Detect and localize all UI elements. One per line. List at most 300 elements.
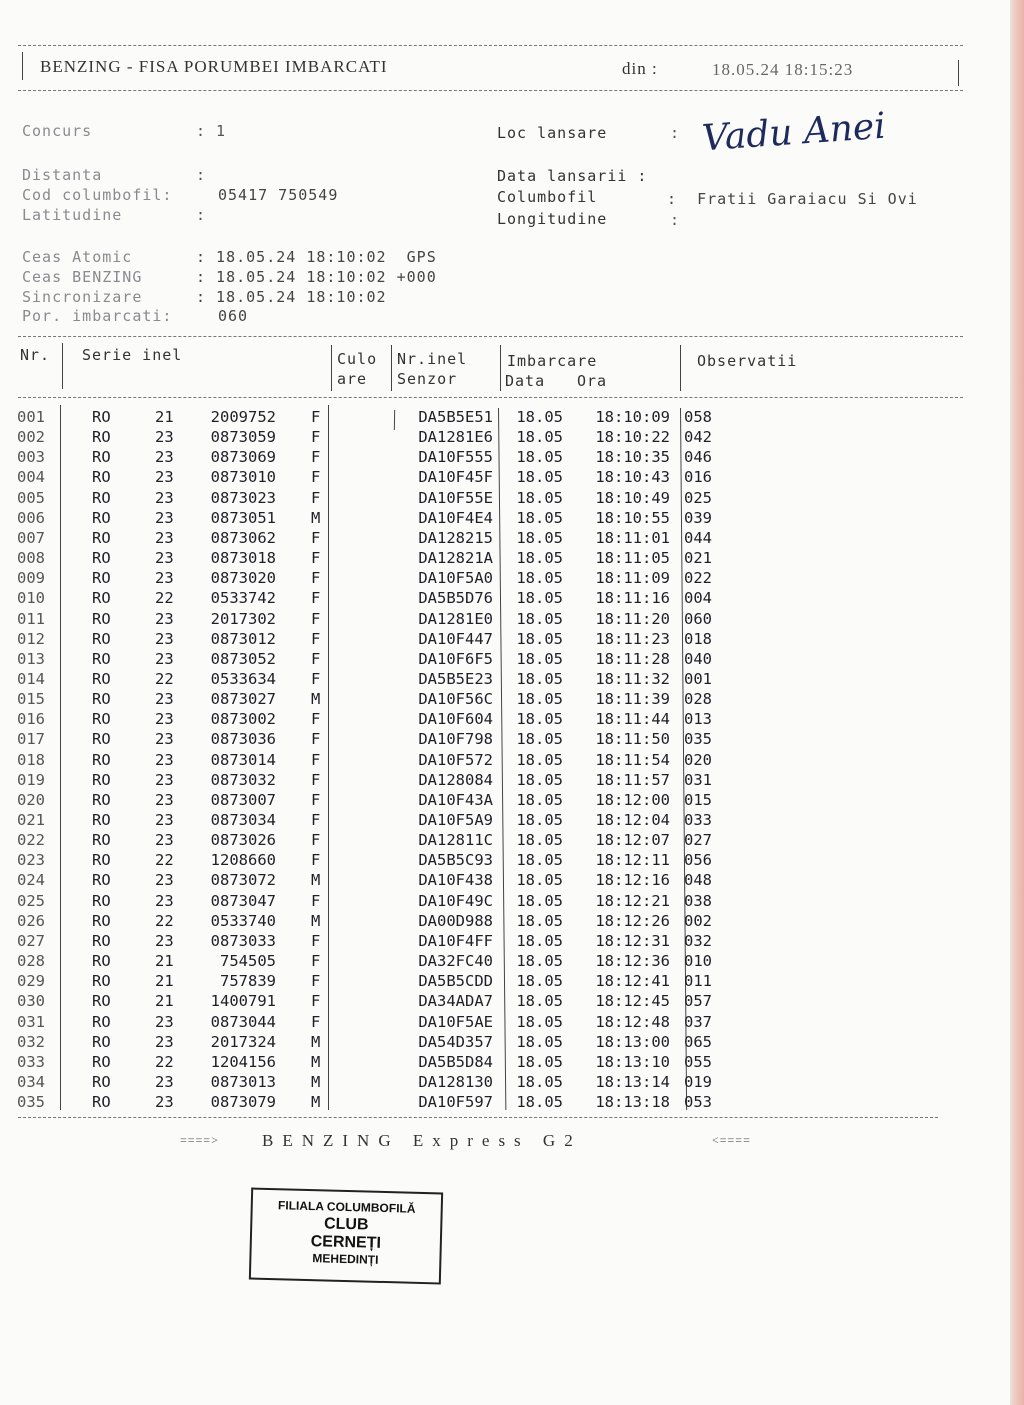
cell-cc: RO — [92, 528, 111, 547]
cell-time: 18:12:21 — [595, 891, 670, 910]
cell-yr: 23 — [155, 649, 174, 668]
latitudine-value: : — [196, 206, 207, 224]
cell-yr: 23 — [155, 1093, 174, 1112]
cell-obs: 040 — [684, 649, 712, 668]
cell-sex: F — [311, 831, 321, 850]
table-row — [0, 408, 1000, 428]
cell-cc: RO — [92, 952, 111, 971]
cell-sensor: DA10F4FF — [418, 931, 493, 950]
cell-yr: 22 — [155, 669, 174, 688]
cell-sensor: DA128130 — [418, 1072, 493, 1091]
cell-obs: 048 — [684, 871, 712, 890]
cell-yr: 23 — [155, 750, 174, 769]
cell-cc: RO — [92, 1072, 111, 1091]
cell-time: 18:10:49 — [595, 488, 670, 507]
stamp-line-4: MEHEDINȚI — [312, 1251, 379, 1267]
cell-date: 18.05 — [516, 1072, 563, 1091]
cell-yr: 21 — [155, 408, 174, 426]
cell-sensor: DA5B5E51 — [418, 408, 493, 426]
cell-num: 0873032 — [210, 770, 276, 789]
cell-time: 18:12:04 — [595, 811, 670, 829]
cell-cc: RO — [92, 730, 111, 749]
cell-yr: 23 — [155, 690, 174, 709]
footer-right-arrow: <==== — [712, 1133, 751, 1147]
cell-cc: RO — [92, 710, 111, 729]
cell-nr: 007 — [17, 528, 45, 547]
cell-yr: 23 — [155, 790, 174, 809]
table-row — [0, 992, 1000, 1012]
cell-sex: F — [311, 770, 321, 789]
cell-sex: F — [311, 589, 321, 608]
cell-time: 18:11:28 — [595, 649, 670, 668]
cell-cc: RO — [92, 790, 111, 809]
cell-date: 18.05 — [516, 992, 563, 1011]
cell-num: 757839 — [220, 972, 276, 991]
cell-cc: RO — [92, 911, 111, 930]
cell-yr: 22 — [155, 589, 174, 608]
table-row — [0, 751, 1000, 771]
cell-yr: 21 — [155, 992, 174, 1011]
cell-sensor: DA10F4E4 — [418, 508, 493, 527]
ceas-atomic-value: : 18.05.24 18:10:02 GPS — [196, 248, 437, 266]
cell-obs: 037 — [684, 1012, 712, 1031]
cell-time: 18:11:32 — [595, 669, 670, 688]
cell-sensor: DA10F597 — [418, 1093, 493, 1112]
cell-yr: 23 — [155, 891, 174, 910]
cell-nr: 034 — [17, 1072, 45, 1091]
cell-nr: 021 — [17, 811, 45, 829]
cell-time: 18:11:23 — [595, 629, 670, 648]
cell-nr: 011 — [17, 609, 45, 628]
table-row — [0, 730, 1000, 750]
cell-time: 18:13:18 — [595, 1093, 670, 1112]
table-row — [0, 952, 1000, 972]
cell-num: 0873051 — [210, 508, 276, 527]
cod-columbofil-label: Cod columbofil: — [22, 186, 173, 204]
table-header-top-border — [18, 336, 963, 337]
cell-sex: F — [311, 931, 321, 950]
cell-sex: M — [311, 1052, 321, 1071]
cell-date: 18.05 — [516, 750, 563, 769]
column-header-imbarcare: Imbarcare — [507, 352, 598, 370]
cell-obs: 031 — [684, 770, 712, 789]
cell-num: 0533634 — [210, 669, 276, 688]
distanta-label: Distanta — [22, 166, 103, 184]
cell-time: 18:12:16 — [595, 871, 670, 890]
cell-num: 0873069 — [210, 448, 276, 467]
cell-date: 18.05 — [516, 609, 563, 628]
cell-date: 18.05 — [516, 649, 563, 668]
cell-yr: 23 — [155, 549, 174, 568]
cell-cc: RO — [92, 891, 111, 910]
cell-nr: 023 — [17, 851, 45, 870]
column-header-culoare-2: are — [337, 370, 368, 388]
cell-sensor: DA32FC40 — [418, 952, 493, 971]
stamp-line-1: FILIALA COLUMBOFILĂ — [277, 1198, 416, 1216]
cell-obs: 004 — [684, 589, 712, 608]
cell-date: 18.05 — [516, 1093, 563, 1112]
cell-cc: RO — [92, 428, 111, 447]
cell-obs: 021 — [684, 549, 712, 568]
cell-sex: F — [311, 710, 321, 729]
cell-yr: 23 — [155, 629, 174, 648]
cell-num: 2017302 — [210, 609, 276, 628]
cell-obs: 039 — [684, 508, 712, 527]
cell-cc: RO — [92, 669, 111, 688]
cell-cc: RO — [92, 589, 111, 608]
cell-nr: 001 — [17, 408, 45, 426]
cell-sex: F — [311, 992, 321, 1011]
cell-time: 18:11:09 — [595, 569, 670, 588]
cell-cc: RO — [92, 931, 111, 950]
cell-time: 18:11:54 — [595, 750, 670, 769]
ceas-benzing-value: : 18.05.24 18:10:02 +000 — [196, 268, 437, 286]
table-row — [0, 610, 1000, 630]
cell-sensor: DA10F49C — [418, 891, 493, 910]
cell-yr: 23 — [155, 831, 174, 850]
table-row — [0, 468, 1000, 488]
cell-nr: 027 — [17, 931, 45, 950]
cell-obs: 053 — [684, 1093, 712, 1112]
cell-nr: 029 — [17, 972, 45, 991]
cell-sensor: DA10F43A — [418, 790, 493, 809]
cell-yr: 23 — [155, 569, 174, 588]
cell-nr: 004 — [17, 468, 45, 487]
cell-nr: 016 — [17, 710, 45, 729]
table-bottom-border — [18, 1117, 938, 1118]
cell-num: 0873059 — [210, 428, 276, 447]
cell-sex: F — [311, 428, 321, 447]
cell-nr: 009 — [17, 569, 45, 588]
cell-time: 18:13:10 — [595, 1052, 670, 1071]
cell-date: 18.05 — [516, 488, 563, 507]
cell-time: 18:10:09 — [595, 408, 670, 426]
cell-sensor: DA128084 — [418, 770, 493, 789]
cell-nr: 024 — [17, 871, 45, 890]
cell-time: 18:11:01 — [595, 528, 670, 547]
cell-obs: 046 — [684, 448, 712, 467]
cell-yr: 23 — [155, 1012, 174, 1031]
cell-time: 18:12:11 — [595, 851, 670, 870]
cell-sensor: DA10F447 — [418, 629, 493, 648]
cell-yr: 23 — [155, 1032, 174, 1051]
cell-time: 18:12:48 — [595, 1012, 670, 1031]
cell-num: 0873033 — [210, 931, 276, 950]
cell-sex: F — [311, 1012, 321, 1031]
cell-obs: 013 — [684, 710, 712, 729]
cell-yr: 23 — [155, 931, 174, 950]
cell-nr: 018 — [17, 750, 45, 769]
cell-date: 18.05 — [516, 690, 563, 709]
cell-yr: 23 — [155, 609, 174, 628]
cell-obs: 020 — [684, 750, 712, 769]
table-row — [0, 831, 1000, 851]
longitudine-label: Longitudine — [497, 210, 608, 228]
table-row — [0, 650, 1000, 670]
cell-yr: 23 — [155, 1072, 174, 1091]
cell-sex: F — [311, 569, 321, 588]
cell-sensor: DA1281E6 — [418, 428, 493, 447]
cell-time: 18:13:14 — [595, 1072, 670, 1091]
cell-nr: 015 — [17, 690, 45, 709]
data-lansarii-label: Data lansarii : — [497, 167, 648, 185]
cell-obs: 032 — [684, 931, 712, 950]
cell-yr: 23 — [155, 730, 174, 749]
table-row — [0, 811, 1000, 831]
concurs-value: : 1 — [196, 122, 227, 140]
cell-time: 18:11:44 — [595, 710, 670, 729]
cell-nr: 026 — [17, 911, 45, 930]
cell-date: 18.05 — [516, 811, 563, 829]
table-row — [0, 1053, 1000, 1073]
porumbei-imbarcati-label: Por. imbarcati: — [22, 307, 173, 325]
cell-num: 0873007 — [210, 790, 276, 809]
cell-nr: 020 — [17, 790, 45, 809]
cell-obs: 019 — [684, 1072, 712, 1091]
cell-nr: 010 — [17, 589, 45, 608]
cell-date: 18.05 — [516, 831, 563, 850]
table-row — [0, 690, 1000, 710]
cell-num: 0873013 — [210, 1072, 276, 1091]
cell-sensor: DA12811C — [418, 831, 493, 850]
cell-date: 18.05 — [516, 1052, 563, 1071]
cell-sex: F — [311, 972, 321, 991]
cell-num: 0873036 — [210, 730, 276, 749]
cell-cc: RO — [92, 488, 111, 507]
cell-nr: 003 — [17, 448, 45, 467]
cell-obs: 016 — [684, 468, 712, 487]
longitudine-value: : — [670, 211, 681, 229]
cell-yr: 23 — [155, 710, 174, 729]
table-header-bottom-border — [18, 397, 963, 398]
cell-cc: RO — [92, 831, 111, 850]
cell-sensor: DA10F5A9 — [418, 811, 493, 829]
cell-sex: F — [311, 790, 321, 809]
cell-obs: 035 — [684, 730, 712, 749]
cell-nr: 030 — [17, 992, 45, 1011]
table-row — [0, 428, 1000, 448]
header-left-border — [22, 52, 23, 80]
cell-sex: M — [311, 1072, 321, 1091]
print-date-value: 18.05.24 18:15:23 — [712, 60, 854, 79]
columbofil-label: Columbofil — [497, 188, 598, 206]
cell-nr: 002 — [17, 428, 45, 447]
club-stamp — [249, 1188, 443, 1285]
cell-sensor: DA00D988 — [418, 911, 493, 930]
cell-yr: 23 — [155, 528, 174, 547]
cell-num: 0873052 — [210, 649, 276, 668]
cell-nr: 033 — [17, 1052, 45, 1071]
cell-sex: F — [311, 649, 321, 668]
table-row — [0, 509, 1000, 529]
table-row — [0, 448, 1000, 468]
cell-date: 18.05 — [516, 972, 563, 991]
table-row — [0, 892, 1000, 912]
cell-nr: 035 — [17, 1093, 45, 1112]
cell-sensor: DA128215 — [418, 528, 493, 547]
column-header-data: Data — [505, 372, 546, 390]
table-row — [0, 771, 1000, 791]
cell-cc: RO — [92, 468, 111, 487]
table-row — [0, 710, 1000, 730]
cell-cc: RO — [92, 1012, 111, 1031]
cell-sensor: DA5B5D84 — [418, 1052, 493, 1071]
cell-num: 0873047 — [210, 891, 276, 910]
cell-sensor: DA10F798 — [418, 730, 493, 749]
cell-date: 18.05 — [516, 931, 563, 950]
cell-yr: 23 — [155, 488, 174, 507]
column-header-senzor: Senzor — [397, 370, 458, 388]
cell-sex: M — [311, 1093, 321, 1112]
header-top-border — [18, 45, 963, 46]
cell-date: 18.05 — [516, 790, 563, 809]
cell-num: 754505 — [220, 952, 276, 971]
cell-cc: RO — [92, 649, 111, 668]
cell-obs: 033 — [684, 811, 712, 829]
table-row — [0, 871, 1000, 891]
cell-num: 2009752 — [210, 408, 276, 426]
cell-cc: RO — [92, 408, 111, 426]
table-row — [0, 549, 1000, 569]
page-edge — [1010, 0, 1024, 1405]
cell-obs: 025 — [684, 488, 712, 507]
column-divider — [500, 345, 501, 391]
cell-sensor: DA10F55E — [418, 488, 493, 507]
cell-num: 0533742 — [210, 589, 276, 608]
cell-cc: RO — [92, 851, 111, 870]
footer-left-arrow: ====> — [180, 1133, 219, 1147]
cell-sensor: DA10F555 — [418, 448, 493, 467]
cell-nr: 031 — [17, 1012, 45, 1031]
table-row — [0, 851, 1000, 871]
cell-sensor: DA5B5D76 — [418, 589, 493, 608]
cell-sex: F — [311, 669, 321, 688]
cell-sex: F — [311, 730, 321, 749]
cell-obs: 038 — [684, 891, 712, 910]
cell-cc: RO — [92, 690, 111, 709]
cell-date: 18.05 — [516, 710, 563, 729]
stamp-line-2: CLUB — [323, 1215, 369, 1234]
table-row — [0, 1013, 1000, 1033]
cell-obs: 022 — [684, 569, 712, 588]
cell-sensor: DA5B5E23 — [418, 669, 493, 688]
cell-sex: M — [311, 911, 321, 930]
cell-sensor: DA12821A — [418, 549, 493, 568]
cell-cc: RO — [92, 1032, 111, 1051]
cell-sex: M — [311, 1032, 321, 1051]
cell-num: 0873010 — [210, 468, 276, 487]
cell-time: 18:13:00 — [595, 1032, 670, 1051]
cell-nr: 008 — [17, 549, 45, 568]
cell-yr: 23 — [155, 871, 174, 890]
cell-date: 18.05 — [516, 952, 563, 971]
cell-yr: 23 — [155, 811, 174, 829]
cell-sex: F — [311, 549, 321, 568]
ceas-atomic-label: Ceas Atomic — [22, 248, 133, 266]
cell-time: 18:11:16 — [595, 589, 670, 608]
loc-lansare-label: Loc lansare — [497, 124, 608, 142]
table-row — [0, 932, 1000, 952]
header-right-border — [958, 60, 959, 86]
cell-time: 18:11:57 — [595, 770, 670, 789]
cell-cc: RO — [92, 750, 111, 769]
cell-sex: M — [311, 871, 321, 890]
cell-sensor: DA54D357 — [418, 1032, 493, 1051]
cell-yr: 21 — [155, 972, 174, 991]
table-row — [0, 912, 1000, 932]
cell-obs: 057 — [684, 992, 712, 1011]
cell-num: 0873012 — [210, 629, 276, 648]
cell-time: 18:12:36 — [595, 952, 670, 971]
table-row — [0, 630, 1000, 650]
column-divider — [331, 345, 332, 391]
cell-cc: RO — [92, 609, 111, 628]
cell-sensor: DA5B5C93 — [418, 851, 493, 870]
cell-yr: 21 — [155, 952, 174, 971]
cell-obs: 011 — [684, 972, 712, 991]
document-title: BENZING - FISA PORUMBEI IMBARCATI — [40, 57, 388, 76]
cell-date: 18.05 — [516, 569, 563, 588]
cell-time: 18:10:35 — [595, 448, 670, 467]
cell-yr: 23 — [155, 428, 174, 447]
column-header-observatii: Observatii — [697, 352, 798, 370]
cell-cc: RO — [92, 629, 111, 648]
cell-num: 0873018 — [210, 549, 276, 568]
cell-yr: 23 — [155, 468, 174, 487]
cell-nr: 025 — [17, 891, 45, 910]
table-row — [0, 972, 1000, 992]
column-divider — [62, 343, 63, 389]
loc-lansare-value: : — [670, 124, 681, 142]
cell-sensor: DA10F604 — [418, 710, 493, 729]
cell-time: 18:12:07 — [595, 831, 670, 850]
cell-yr: 22 — [155, 851, 174, 870]
cell-date: 18.05 — [516, 408, 563, 426]
cell-obs: 055 — [684, 1052, 712, 1071]
cell-num: 0873072 — [210, 871, 276, 890]
cell-num: 0873014 — [210, 750, 276, 769]
cell-num: 0873023 — [210, 488, 276, 507]
cell-cc: RO — [92, 871, 111, 890]
cell-date: 18.05 — [516, 1032, 563, 1051]
cell-date: 18.05 — [516, 549, 563, 568]
cell-cc: RO — [92, 569, 111, 588]
cell-sex: F — [311, 468, 321, 487]
stamp-line-3: CERNEȚI — [310, 1233, 382, 1252]
cell-date: 18.05 — [516, 871, 563, 890]
cell-nr: 014 — [17, 669, 45, 688]
cell-sex: F — [311, 750, 321, 769]
cell-time: 18:12:26 — [595, 911, 670, 930]
cell-sex: M — [311, 690, 321, 709]
cell-time: 18:11:05 — [595, 549, 670, 568]
cell-cc: RO — [92, 508, 111, 527]
columbofil-value: : Fratii Garaiacu Si Ovi — [667, 190, 918, 208]
cell-sensor: DA10F572 — [418, 750, 493, 769]
cell-obs: 056 — [684, 851, 712, 870]
cell-num: 0873027 — [210, 690, 276, 709]
cell-time: 18:10:22 — [595, 428, 670, 447]
cell-num: 0873020 — [210, 569, 276, 588]
cell-date: 18.05 — [516, 528, 563, 547]
cell-num: 1400791 — [210, 992, 276, 1011]
cell-nr: 017 — [17, 730, 45, 749]
cell-date: 18.05 — [516, 508, 563, 527]
cell-date: 18.05 — [516, 851, 563, 870]
cell-num: 0873034 — [210, 811, 276, 829]
concurs-label: Concurs — [22, 122, 93, 140]
cell-obs: 018 — [684, 629, 712, 648]
